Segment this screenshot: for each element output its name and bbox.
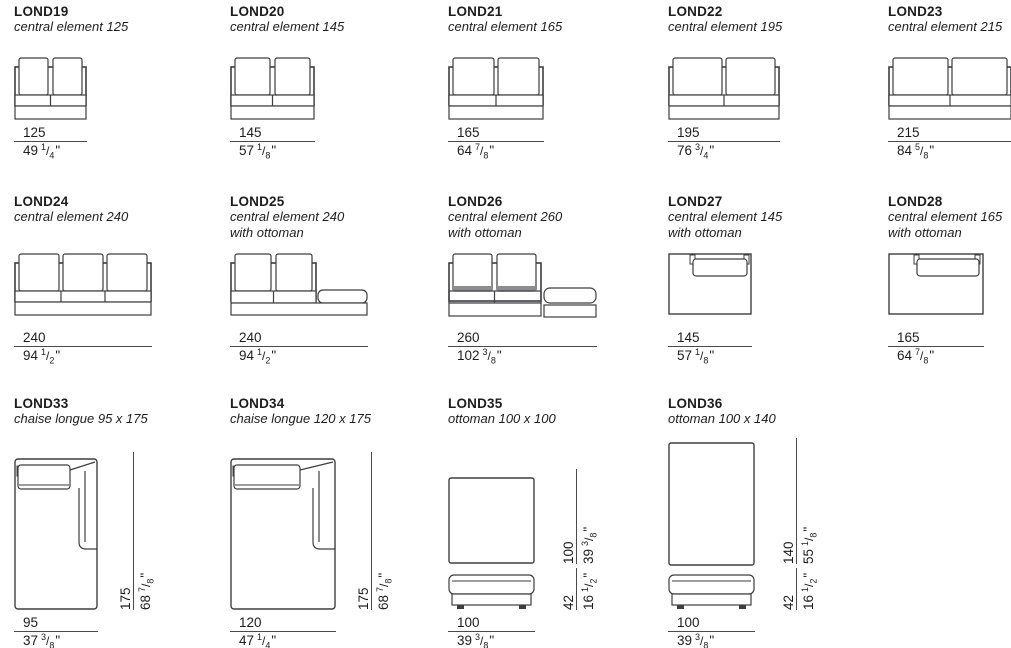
ottoman-front-view-drawing xyxy=(448,574,535,610)
product-description: central element 240 xyxy=(14,209,129,224)
dimension-cm: 100 xyxy=(668,615,755,632)
sofa-ottoman-front-drawing xyxy=(448,253,597,319)
product-header xyxy=(448,4,656,57)
sofa-front-drawing xyxy=(230,57,315,120)
width-dimension xyxy=(230,125,315,161)
product-description: ottoman 100 x 140 xyxy=(668,411,776,426)
product-header xyxy=(230,4,438,57)
dimension-cm: 145 xyxy=(230,125,315,142)
product-cell-lond36 xyxy=(668,396,876,648)
product-header xyxy=(888,194,1008,253)
drawing-area xyxy=(14,57,222,120)
drawing-area xyxy=(888,253,1008,325)
width-dimension xyxy=(448,125,544,161)
product-cell-lond24 xyxy=(14,194,222,366)
dimension-inches: 37 $^3/_8$" xyxy=(23,631,61,648)
dimension-cm: 42 xyxy=(781,594,796,610)
dimension-cm: 260 xyxy=(448,330,597,347)
product-header xyxy=(668,4,876,57)
width-dimension xyxy=(14,330,152,366)
product-code: LOND25 xyxy=(230,194,285,209)
dimension-inches: 47 $^1/_4$" xyxy=(239,631,277,648)
seat-height-dimension xyxy=(777,568,819,610)
height-dimensions xyxy=(557,469,599,610)
dimension-cm: 215 xyxy=(888,125,1011,142)
drawing-stack xyxy=(668,442,755,610)
product-code: LOND24 xyxy=(14,194,69,209)
product-code: LOND36 xyxy=(668,396,723,411)
dimension-cm: 100 xyxy=(448,615,535,632)
dimension-inches: 102 $^3/_8$" xyxy=(457,346,502,366)
product-code: LOND26 xyxy=(448,194,503,209)
product-header xyxy=(448,194,656,253)
dimension-cm: 125 xyxy=(14,125,87,142)
dimension-cm: 120 xyxy=(230,615,336,632)
dimension-inches: $16^1/_2$" xyxy=(579,572,599,610)
dimension-inches: 57 $^1/_8$" xyxy=(677,346,715,366)
product-code: LOND19 xyxy=(14,4,69,19)
product-cell-lond19 xyxy=(14,4,222,161)
height-dimension xyxy=(777,438,819,564)
product-description: central element 145 xyxy=(230,19,345,34)
sofa-front-drawing xyxy=(14,57,87,120)
dimension-cm: 240 xyxy=(14,330,152,347)
module-top-view-drawing xyxy=(888,253,984,315)
product-cell-lond33 xyxy=(14,396,222,648)
product-cell-lond22 xyxy=(668,4,876,161)
drawing-area xyxy=(668,253,876,325)
product-description: central element 195 xyxy=(668,19,783,34)
height-dimension xyxy=(352,452,394,610)
drawing-area xyxy=(230,450,438,610)
drawing-area xyxy=(230,253,438,325)
product-description: ottoman 100 x 100 xyxy=(448,411,556,426)
dimension-inches: 84 $^5/_8$" xyxy=(897,141,935,161)
width-dimension xyxy=(448,615,535,648)
product-description: central element 165 xyxy=(448,19,563,34)
product-description: central element 125 xyxy=(14,19,129,34)
drawing-area xyxy=(668,57,876,120)
sofa-front-drawing xyxy=(668,57,780,120)
width-dimension xyxy=(668,615,755,648)
product-code: LOND34 xyxy=(230,396,285,411)
width-dimension xyxy=(230,615,336,648)
dimension-inches: 64 $^7/_8$" xyxy=(457,141,495,161)
dimension-cm: 165 xyxy=(888,330,984,347)
product-code: LOND28 xyxy=(888,194,943,209)
ottoman-front-view-drawing xyxy=(668,574,755,610)
product-cell-lond28 xyxy=(888,194,1008,366)
product-description-line2: with ottoman xyxy=(668,224,742,240)
drawing-area xyxy=(448,450,656,610)
dimension-inches: $68^7/_8$" xyxy=(374,572,394,610)
dimension-inches: 49 $^1/_4$" xyxy=(23,141,61,161)
product-code: LOND27 xyxy=(668,194,723,209)
dimension-inches: 39 $^3/_8$" xyxy=(677,631,715,648)
dimension-cm: 240 xyxy=(230,330,368,347)
seat-height-dimension xyxy=(557,568,599,610)
product-header xyxy=(230,194,438,253)
product-description: central element 215 xyxy=(888,19,1003,34)
width-dimension xyxy=(14,615,98,648)
width-dimension xyxy=(888,125,1011,161)
dimension-inches: $68^7/_8$" xyxy=(136,572,156,610)
dimension-inches: 94 $^1/_2$" xyxy=(23,346,61,366)
product-description: central element 145 xyxy=(668,209,783,224)
product-cell-lond34 xyxy=(230,396,438,648)
dimension-inches: $39^3/_8$" xyxy=(579,526,599,564)
drawing-area xyxy=(14,253,222,325)
dimension-cm: 140 xyxy=(781,541,796,564)
drawing-stack xyxy=(448,477,535,610)
product-description: central element 260 xyxy=(448,209,563,224)
sofa-front-drawing xyxy=(14,253,152,316)
dimension-inches: 64 $^7/_8$" xyxy=(897,346,935,366)
drawing-area xyxy=(448,57,656,120)
product-header xyxy=(14,194,222,253)
dimension-cm: 165 xyxy=(448,125,544,142)
width-dimension xyxy=(230,330,368,366)
height-dimensions xyxy=(777,438,819,610)
sofa-front-drawing xyxy=(448,57,544,120)
product-header xyxy=(668,194,876,253)
sofa-ottoman-front-drawing xyxy=(230,253,368,318)
width-dimension xyxy=(888,330,984,366)
product-description-line2: with ottoman xyxy=(230,224,304,240)
dimension-cm: 195 xyxy=(668,125,780,142)
product-code: LOND21 xyxy=(448,4,503,19)
product-cell-lond23 xyxy=(888,4,1008,161)
product-header xyxy=(14,4,222,57)
drawing-area xyxy=(668,450,876,610)
product-cell-lond26 xyxy=(448,194,656,366)
product-description-line2: with ottoman xyxy=(448,224,522,240)
dimension-inches: 94 $^1/_2$" xyxy=(239,346,277,366)
dimension-inches: 76 $^3/_4$" xyxy=(677,141,715,161)
product-description-line2: with ottoman xyxy=(888,224,962,240)
ottoman-top-view-drawing xyxy=(448,477,535,564)
product-cell-lond35 xyxy=(448,396,656,648)
dimension-cm: 175 xyxy=(356,587,371,610)
width-dimension xyxy=(14,125,87,161)
product-cell-lond21 xyxy=(448,4,656,161)
dimension-cm: 175 xyxy=(118,587,133,610)
drawing-area xyxy=(14,450,222,610)
product-code: LOND33 xyxy=(14,396,69,411)
module-top-view-drawing xyxy=(668,253,752,315)
product-description: chaise longue 120 x 175 xyxy=(230,411,371,426)
product-header xyxy=(448,396,656,450)
product-code: LOND35 xyxy=(448,396,503,411)
product-code: LOND23 xyxy=(888,4,943,19)
product-code: LOND20 xyxy=(230,4,285,19)
dimension-cm: 100 xyxy=(561,541,576,564)
width-dimension xyxy=(668,330,752,366)
chaise-top-view-drawing xyxy=(14,458,98,610)
dimension-inches: 57 $^1/_8$" xyxy=(239,141,277,161)
product-header xyxy=(888,4,1008,57)
dimension-inches: $55^1/_8$" xyxy=(799,526,819,564)
dimension-inches: $16^1/_2$" xyxy=(799,572,819,610)
ottoman-top-view-drawing xyxy=(668,442,755,566)
height-dimension xyxy=(557,469,599,564)
product-header xyxy=(230,396,438,450)
dimension-cm: 42 xyxy=(561,594,576,610)
product-header xyxy=(14,396,222,450)
product-code: LOND22 xyxy=(668,4,723,19)
chaise-top-view-drawing xyxy=(230,458,336,610)
product-description: central element 165 xyxy=(888,209,1003,224)
dimension-cm: 95 xyxy=(14,615,98,632)
dimension-cm: 145 xyxy=(668,330,752,347)
sofa-front-drawing xyxy=(888,57,1011,120)
drawing-area xyxy=(230,57,438,120)
width-dimension xyxy=(448,330,597,366)
height-dimension xyxy=(114,452,156,610)
product-cell-lond20 xyxy=(230,4,438,161)
drawing-area xyxy=(888,57,1008,120)
dimension-inches: 39 $^3/_8$" xyxy=(457,631,495,648)
product-description: central element 240 xyxy=(230,209,345,224)
drawing-area xyxy=(448,253,656,325)
product-cell-lond27 xyxy=(668,194,876,366)
product-cell-lond25 xyxy=(230,194,438,366)
product-description: chaise longue 95 x 175 xyxy=(14,411,148,426)
width-dimension xyxy=(668,125,780,161)
